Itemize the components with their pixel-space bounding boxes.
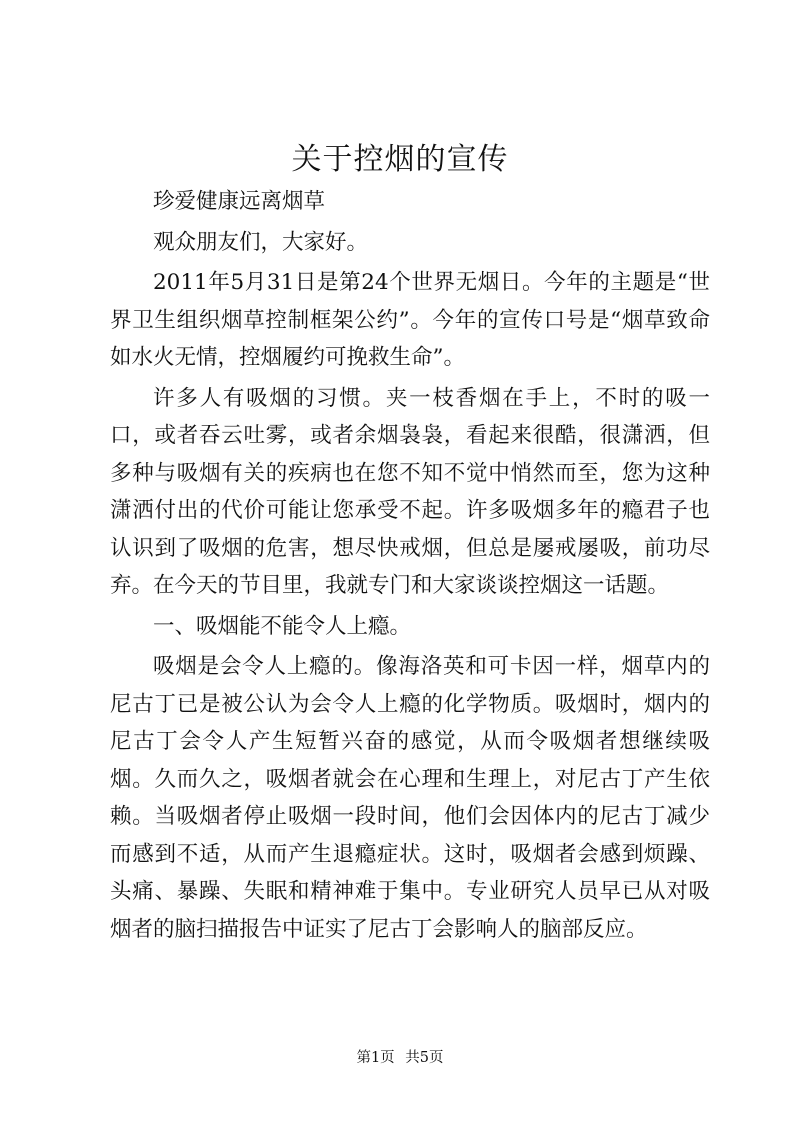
- paragraph-no-tobacco-day: 2011年5月31日是第24个世界无烟日。今年的主题是“世界卫生组织烟草控制框架公约”。今年的宣传口号是“烟草致命如水火无情，控烟履约可挽救生命”。: [110, 270, 710, 370]
- paragraph-slogan: 珍爱健康远离烟草: [153, 189, 326, 214]
- page-number: 第1页: [356, 1050, 395, 1066]
- paragraph-greeting: 观众朋友们，大家好。: [153, 229, 369, 255]
- paragraph-smoking-habit: 许多人有吸烟的习惯。夹一枝香烟在手上，不时的吸一口，或者吞云吐雾，或者余烟袅袅，看起来很酷，很潇洒，但多种与吸烟有关的疾病也在您不知不觉中悄然而至，您为这种潇洒付出的代价可能让您承受不起。许多吸烟多年的瘾君子也认识到了吸烟的危害，想尽快戒烟，但总是屡戒屡吸，前功尽弃。在今天的节目里，我就专门和大家谈谈控烟这一话题。: [110, 385, 710, 598]
- document-body: [110, 183, 710, 948]
- document-title: 关于控烟的宣传: [291, 142, 509, 177]
- page-footer: [0, 1048, 800, 1068]
- paragraph-addiction: 吸烟是会令人上瘾的。像海洛英和可卡因一样，烟草内的尼古丁已是被公认为会令人上瘾的化学物质。吸烟时，烟内的尼古丁会令人产生短暂兴奋的感觉，从而令吸烟者想继续吸烟。久而久之，吸烟者就会在心理和生理上，对尼古丁产生依赖。当吸烟者停止吸烟一段时间，他们会因体内的尼古丁减少而感到不适，从而产生退瘾症状。这时，吸烟者会感到烦躁、头痛、暴躁、失眠和精神难于集中。专业研究人员早已从对吸烟者的脑扫描报告中证实了尼古丁会影响人的脑部反应。: [110, 654, 710, 942]
- section-heading-addiction: 一、吸烟能不能令人上瘾。: [153, 613, 412, 639]
- page-total: 共5页: [405, 1050, 444, 1066]
